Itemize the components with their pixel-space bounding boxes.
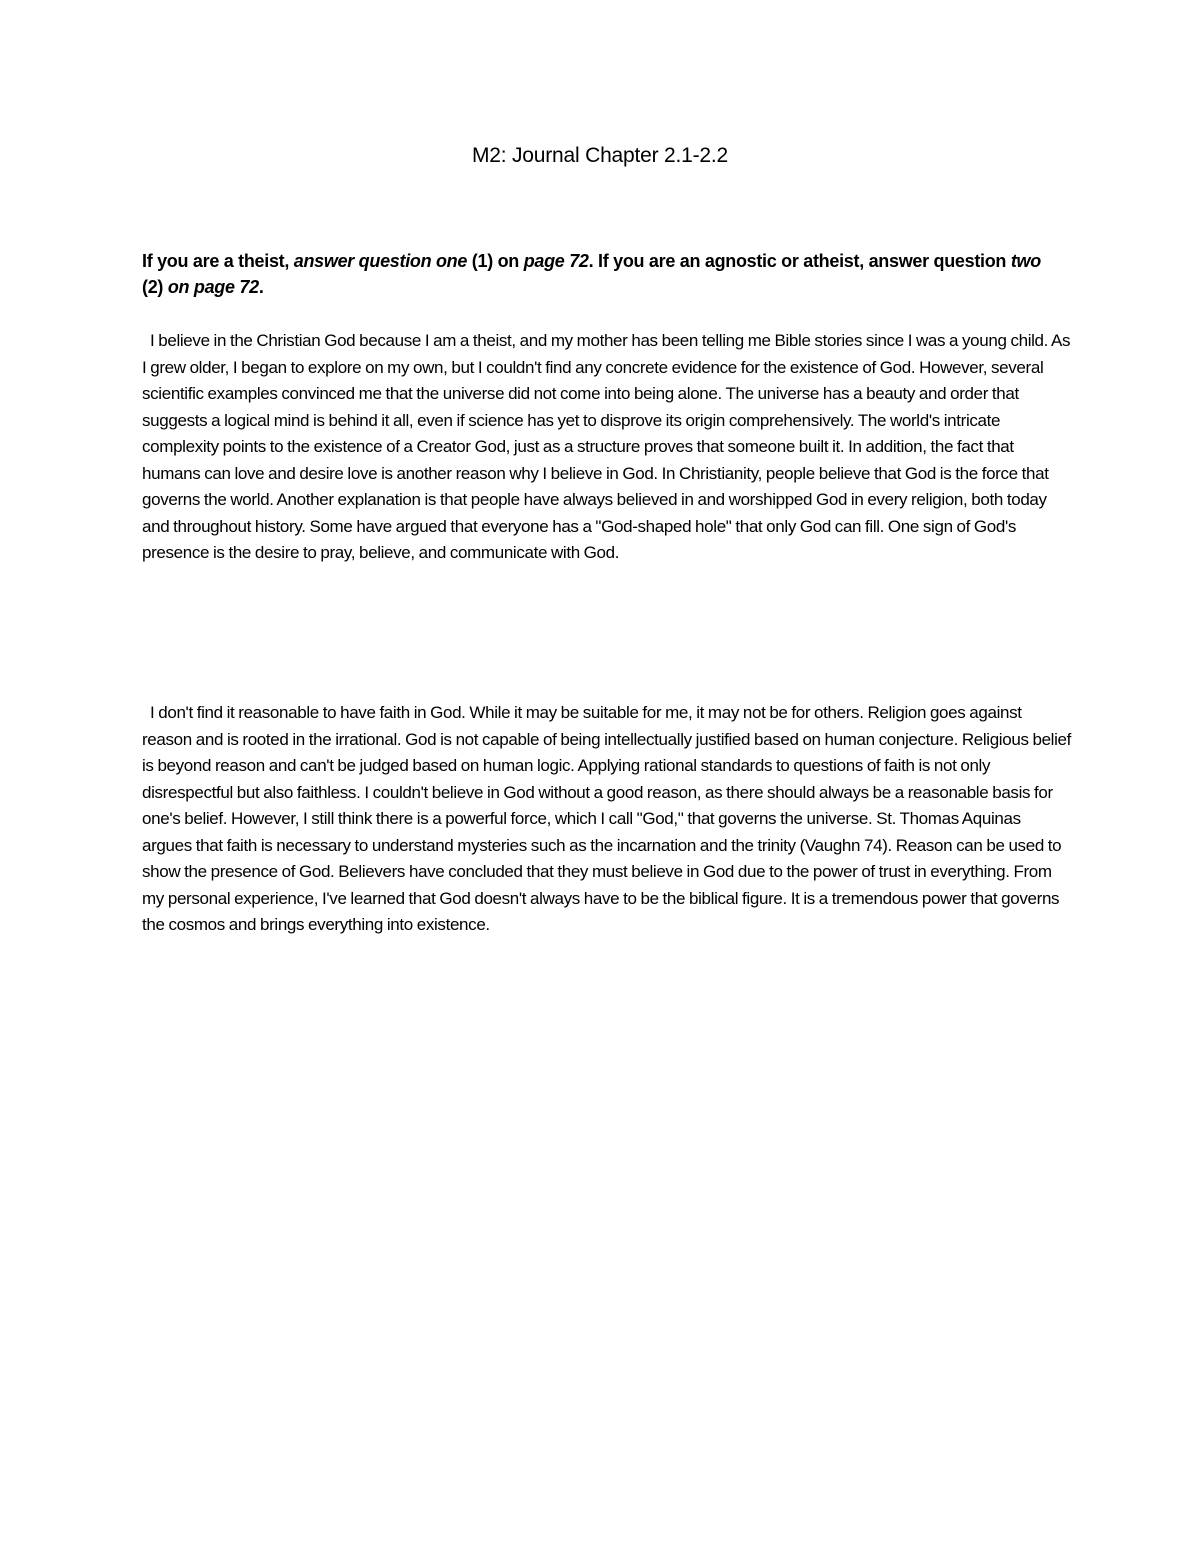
assignment-prompt bbox=[142, 248, 1062, 300]
theist-answer-paragraph bbox=[142, 328, 1072, 567]
prompt-text: . bbox=[258, 277, 264, 297]
prompt-emphasis: answer question one bbox=[293, 251, 468, 271]
prompt-text: (1) on bbox=[467, 251, 524, 271]
prompt-emphasis: two bbox=[1010, 251, 1041, 271]
paragraph-text: I don't find it reasonable to have faith in God. While it may be suitable for me, it may not be for others. Religion goes against reason and is rooted in the irrational. God is not capable of being intellectually justified based on human conjecture. Religious belief is beyond reason and can't be judged based on human logic. Applying rational standards to questions of faith is not only disrespectful but also faithless. I couldn't believe in God without a good reason, as there should always be a reasonable basis for one's belief. However, I still think there is a powerful force, which I call "God," that governs the universe. St. Thomas Aquinas argues that faith is necessary to understand mysteries such as the incarnation and the trinity (Vaughn 74). Reason can be used to show the presence of God. Believers have concluded that they must believe in God due to the power of trust in everything. From my personal experience, I've learned that God doesn't always have to be the biblical figure. It is a tremendous power that governs the cosmos and brings everything into existence. bbox=[142, 703, 1072, 934]
prompt-emphasis: page 72 bbox=[523, 251, 589, 271]
prompt-text: . If you are an agnostic or atheist, answer question bbox=[588, 251, 1011, 271]
prompt-emphasis: on page 72 bbox=[167, 277, 259, 297]
prompt-text: (2) bbox=[142, 277, 168, 297]
prompt-text: If you are a theist, bbox=[142, 251, 294, 271]
atheist-answer-paragraph bbox=[142, 700, 1072, 939]
document-title: M2: Journal Chapter 2.1-2.2 bbox=[471, 144, 729, 167]
paragraph-text: I believe in the Christian God because I am a theist, and my mother has been telling me Bible stories since I was a young child. As I grew older, I began to explore on my own, but I couldn't find any concrete evidence for the existence of God. However, several scientific examples convinced me that the universe did not come into being alone. The universe has a beauty and order that suggests a logical mind is behind it all, even if science has yet to disprove its origin comprehensively. The world's intricate complexity points to the existence of a Creator God, just as a structure proves that someone built it. In addition, the fact that humans can love and desire love is another reason why I believe in God. In Christianity, people believe that God is the force that governs the world. Another explanation is that people have always believed in and worshipped God in every religion, both today and throughout history. Some have argued that everyone has a "God-shaped hole" that only God can fill. One sign of God's presence is the desire to pray, believe, and communicate with God. bbox=[142, 331, 1071, 562]
